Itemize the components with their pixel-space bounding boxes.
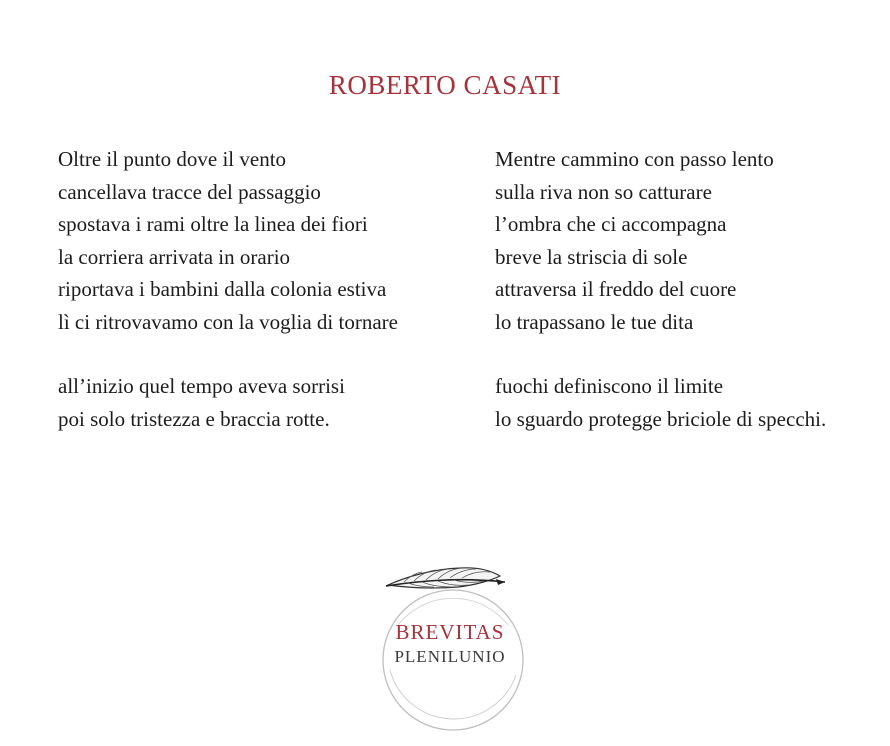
logo-brand-line2: PLENILUNIO bbox=[394, 647, 506, 666]
poem-line: attraversa il freddo del cuore bbox=[495, 277, 737, 301]
poem-line: lo trapassano le tue dita bbox=[495, 309, 694, 334]
poem-line: breve la striscia di sole bbox=[495, 244, 688, 269]
author-title: ROBERTO CASATI bbox=[328, 70, 562, 100]
stanza bbox=[58, 143, 478, 338]
stanza bbox=[58, 370, 478, 435]
logo-brand-line1: BREVITAS bbox=[395, 620, 505, 644]
poem-line: l’ombra che ci accompagna bbox=[495, 212, 727, 236]
poem-left bbox=[58, 143, 478, 435]
poem-line: cancellava tracce del passaggio bbox=[58, 179, 321, 204]
poem-line: riportava i bambini dalla colonia estiva bbox=[58, 277, 387, 301]
poem-line: all’inizio quel tempo aveva sorrisi bbox=[58, 374, 345, 398]
poem-line: sulla riva non so catturare bbox=[495, 179, 712, 204]
stanza bbox=[495, 370, 885, 435]
brevitas-logo bbox=[370, 555, 530, 740]
poem-line: fuochi definiscono il limite bbox=[495, 374, 724, 398]
poem-line: lì ci ritrovavamo con la voglia di tornare bbox=[58, 309, 398, 334]
poem-line: spostava i rami oltre la linea dei fiori bbox=[58, 212, 368, 236]
poem-line: lo sguardo protegge briciole di specchi. bbox=[495, 406, 827, 431]
poem-right bbox=[495, 143, 885, 435]
poem-line: Mentre cammino con passo lento bbox=[495, 147, 774, 171]
poem-line: poi solo tristezza e braccia rotte. bbox=[58, 406, 330, 431]
poem-line: Oltre il punto dove il vento bbox=[58, 147, 287, 171]
poem-line: la corriera arrivata in orario bbox=[58, 244, 291, 269]
stanza bbox=[495, 143, 885, 338]
